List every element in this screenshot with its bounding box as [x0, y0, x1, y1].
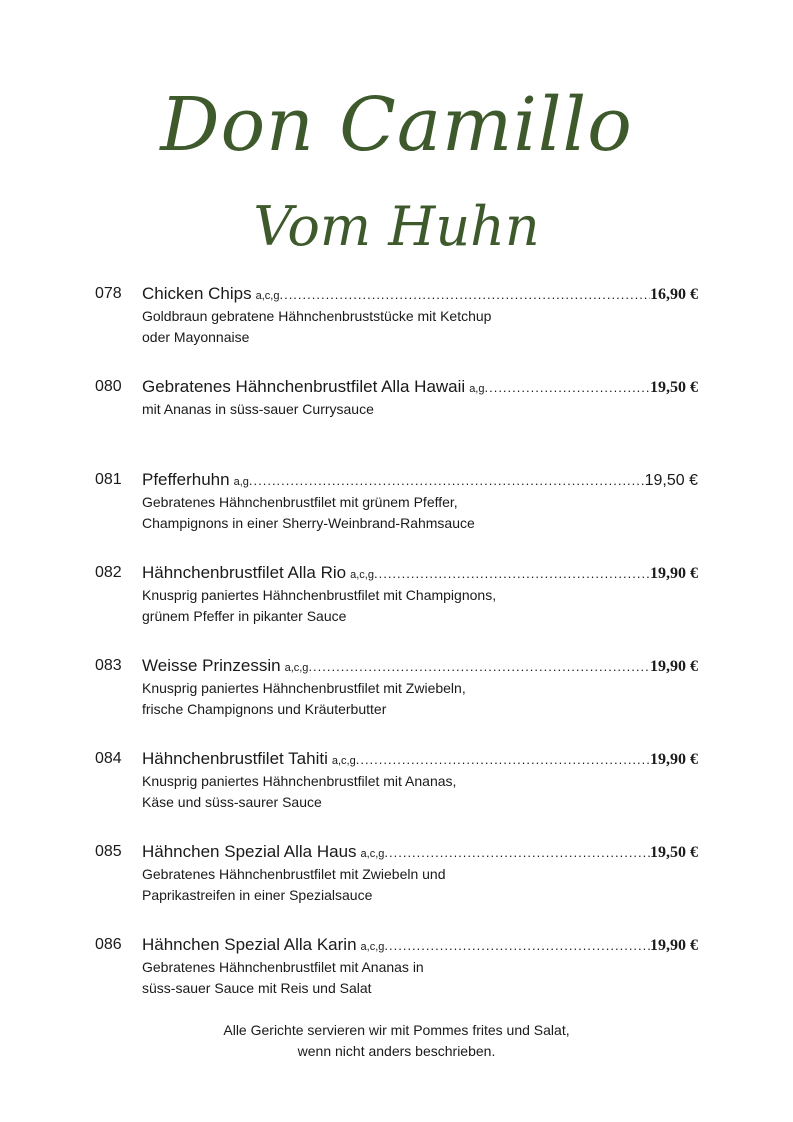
item-name: Hähnchen Spezial Alla Karin — [142, 935, 357, 954]
item-price: 19,50 € — [650, 844, 698, 861]
item-description — [142, 678, 562, 719]
item-name: Hähnchenbrustfilet Tahiti — [142, 749, 328, 768]
item-name: Weisse Prinzessin — [142, 656, 281, 675]
item-description-line: grünem Pfeffer in pikanter Sauce — [142, 607, 347, 624]
item-price: 19,90 € — [650, 565, 698, 582]
item-description — [142, 306, 562, 347]
item-number: 082 — [95, 564, 122, 581]
item-description — [142, 492, 562, 533]
item-name: Hähnchenbrustfilet Alla Rio — [142, 563, 347, 582]
item-description — [142, 957, 562, 998]
section-title: Vom Huhn — [253, 195, 540, 258]
footer-line: wenn nicht anders beschrieben. — [297, 1042, 496, 1059]
menu-item — [0, 655, 793, 748]
menu-item — [0, 469, 793, 562]
dot-leader — [384, 842, 650, 864]
menu-item — [0, 748, 793, 841]
restaurant-name: Don Camillo — [160, 82, 633, 168]
item-allergens: a,g — [233, 476, 249, 488]
item-number: 080 — [95, 378, 122, 395]
item-description-line: Knusprig paniertes Hähnchenbrustfilet mit Champignons, — [142, 587, 497, 603]
menu-item — [0, 934, 793, 1027]
item-description — [142, 399, 562, 420]
footer-line: Alle Gerichte servieren wir mit Pommes frites und Salat, — [223, 1022, 570, 1038]
item-description-line: Gebratenes Hähnchenbrustfilet mit Zwiebeln und — [142, 866, 446, 882]
item-name: Hähnchen Spezial Alla Haus — [142, 842, 357, 861]
dot-leader — [374, 563, 650, 585]
item-description-line: Paprikastreifen in einer Spezialsauce — [142, 886, 373, 903]
item-price: 19,50 € — [644, 472, 698, 489]
item-name: Pfefferhuhn — [142, 470, 230, 489]
item-price: 19,90 € — [650, 751, 698, 768]
dot-leader — [249, 470, 645, 492]
menu-item — [0, 562, 793, 655]
item-headline — [142, 934, 698, 958]
item-description — [142, 771, 562, 812]
item-number: 085 — [95, 843, 122, 860]
dot-leader — [484, 377, 650, 399]
item-description-line: Knusprig paniertes Hähnchenbrustfilet mit Ananas, — [142, 773, 457, 789]
item-description-line: Champignons in einer Sherry-Weinbrand-Rahmsauce — [142, 514, 475, 531]
menu-item-list — [0, 283, 793, 1027]
item-description-line: oder Mayonnaise — [142, 328, 250, 345]
item-number: 078 — [95, 285, 122, 302]
menu-item — [0, 283, 793, 376]
menu-item — [0, 376, 793, 469]
item-name: Gebratenes Hähnchenbrustfilet Alla Hawaii — [142, 377, 466, 396]
item-description — [142, 864, 562, 905]
item-price: 19,90 € — [650, 658, 698, 675]
item-description — [142, 585, 562, 626]
dot-leader — [308, 656, 650, 678]
item-allergens: a,c,g — [360, 941, 385, 953]
item-number: 084 — [95, 750, 122, 767]
item-headline — [142, 841, 698, 865]
dot-leader — [384, 935, 650, 957]
item-allergens: a,c,g — [360, 848, 385, 860]
item-headline — [142, 562, 698, 586]
footer-note — [0, 1020, 793, 1061]
item-description-line: Goldbraun gebratene Hähnchenbruststücke mit Ketchup — [142, 308, 492, 324]
item-description-line: Gebratenes Hähnchenbrustfilet mit grünem Pfeffer, — [142, 494, 458, 510]
menu-item — [0, 841, 793, 934]
dot-leader — [356, 749, 650, 771]
item-allergens: a,c,g — [284, 662, 309, 674]
item-price: 16,90 € — [650, 286, 698, 303]
item-price: 19,90 € — [650, 937, 698, 954]
item-headline — [142, 376, 698, 400]
item-headline — [142, 748, 698, 772]
item-headline — [142, 655, 698, 679]
item-number: 086 — [95, 936, 122, 953]
item-allergens: a,c,g — [331, 755, 356, 767]
item-description-line: frische Champignons und Kräuterbutter — [142, 700, 387, 717]
item-description-line: Knusprig paniertes Hähnchenbrustfilet mit Zwiebeln, — [142, 680, 466, 696]
item-description-line: süss-sauer Sauce mit Reis und Salat — [142, 979, 372, 996]
item-description-line: Gebratenes Hähnchenbrustfilet mit Ananas in — [142, 959, 424, 975]
item-headline — [142, 283, 698, 307]
item-headline — [142, 469, 698, 493]
item-allergens: a,c,g — [350, 569, 374, 581]
item-name: Chicken Chips — [142, 284, 252, 303]
item-description-line: mit Ananas in süss-sauer Currysauce — [142, 401, 374, 417]
item-number: 083 — [95, 657, 122, 674]
item-allergens: a,g — [469, 383, 485, 395]
item-description-line: Käse und süss-saurer Sauce — [142, 793, 322, 810]
dot-leader — [279, 284, 650, 306]
item-allergens: a,c,g — [255, 290, 280, 302]
item-number: 081 — [95, 471, 122, 488]
item-price: 19,50 € — [650, 379, 698, 396]
